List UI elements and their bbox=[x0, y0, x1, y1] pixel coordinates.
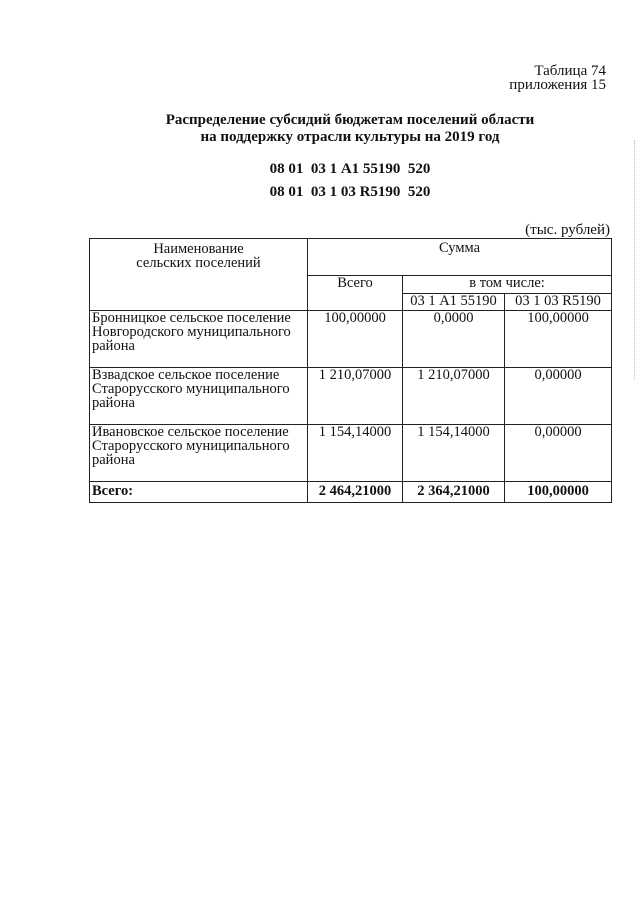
code1-value: 1 154,14000 bbox=[403, 425, 505, 482]
settlement-name-line: Старорусского муниципального bbox=[92, 438, 290, 454]
header-name-line-2: сельских поселений bbox=[136, 255, 261, 271]
header-sum: Сумма bbox=[308, 239, 612, 276]
unit-label: (тыс. рублей) bbox=[525, 222, 610, 238]
settlement-name-line: Старорусского муниципального bbox=[92, 381, 290, 397]
code2-value: 0,00000 bbox=[505, 425, 612, 482]
header-name-line-1: Наименование bbox=[153, 241, 244, 257]
settlement-name bbox=[90, 425, 308, 482]
table-reference bbox=[509, 64, 606, 92]
subsidies-table bbox=[89, 238, 612, 503]
settlement-name-line: Взвадское сельское поселение bbox=[92, 367, 280, 383]
settlement-name-line: Новгородского муниципального bbox=[92, 324, 291, 340]
settlement-name-line: Бронницкое сельское поселение bbox=[92, 310, 291, 326]
title-line-1: Распределение субсидий бюджетам поселений области bbox=[165, 112, 535, 128]
document-title bbox=[90, 112, 610, 146]
settlement-name bbox=[90, 311, 308, 368]
budget-code-2: 08 01 03 1 03 R5190 520 bbox=[269, 184, 431, 200]
grand-total-value: 2 464,21000 bbox=[308, 482, 403, 503]
total-value: 100,00000 bbox=[308, 311, 403, 368]
code2-value: 0,00000 bbox=[505, 368, 612, 425]
header-code-1: 03 1 А1 55190 bbox=[403, 293, 505, 311]
budget-code-1: 08 01 03 1 А1 55190 520 bbox=[269, 161, 431, 177]
total-label: Всего: bbox=[90, 482, 308, 503]
header-settlement-name bbox=[90, 239, 308, 311]
code1-value: 1 210,07000 bbox=[403, 368, 505, 425]
code1-value: 0,0000 bbox=[403, 311, 505, 368]
header-code-2: 03 1 03 R5190 bbox=[505, 293, 612, 311]
table-number: Таблица 74 bbox=[534, 63, 606, 79]
settlement-name bbox=[90, 368, 308, 425]
table-row bbox=[90, 368, 612, 425]
margin-marks bbox=[634, 140, 636, 380]
settlement-name-line: района bbox=[92, 395, 135, 411]
title-line-2: на поддержку отрасли культуры на 2019 год bbox=[200, 129, 500, 145]
header-row-1 bbox=[90, 239, 612, 276]
settlement-name-line: района bbox=[92, 452, 135, 468]
table-row bbox=[90, 311, 612, 368]
grand-code2-value: 100,00000 bbox=[505, 482, 612, 503]
settlement-name-line: района bbox=[92, 338, 135, 354]
header-including: в том числе: bbox=[403, 276, 612, 294]
appendix-number: приложения 15 bbox=[509, 77, 606, 93]
total-value: 1 154,14000 bbox=[308, 425, 403, 482]
header-total: Всего bbox=[308, 276, 403, 311]
total-row bbox=[90, 482, 612, 503]
total-value: 1 210,07000 bbox=[308, 368, 403, 425]
table-row bbox=[90, 425, 612, 482]
budget-codes bbox=[90, 158, 610, 204]
code2-value: 100,00000 bbox=[505, 311, 612, 368]
settlement-name-line: Ивановское сельское поселение bbox=[92, 424, 289, 440]
grand-code1-value: 2 364,21000 bbox=[403, 482, 505, 503]
